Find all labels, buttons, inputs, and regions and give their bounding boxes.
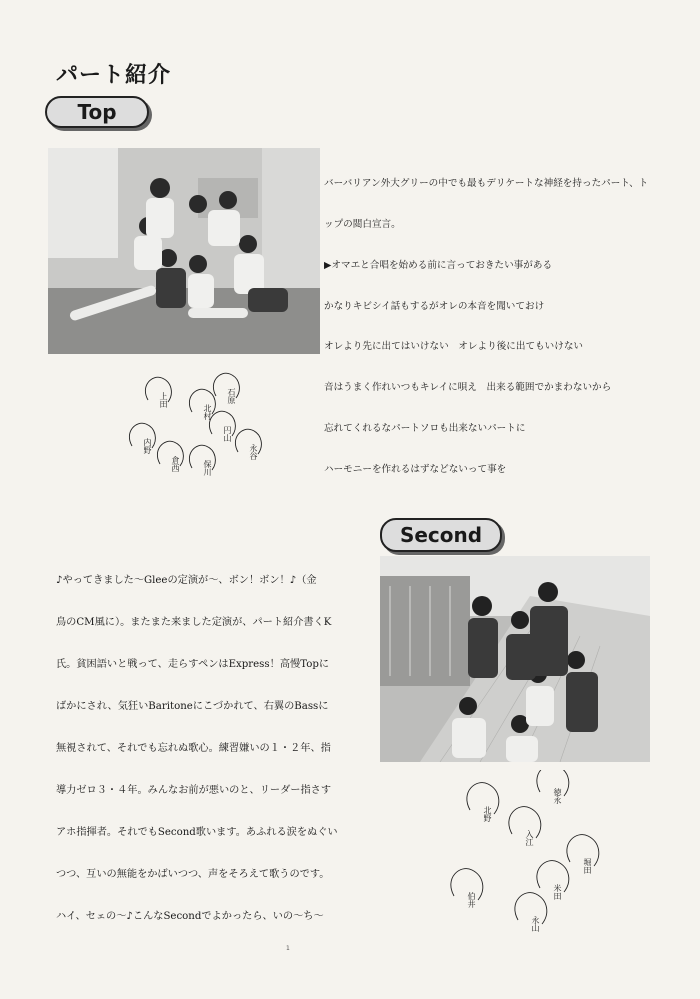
member-name-label: 上田 bbox=[159, 392, 168, 408]
top-member-chart bbox=[120, 368, 280, 488]
text-line: ♪やってきました～Gleeの定演が～、ボン！ボン！♪（金 bbox=[56, 575, 317, 586]
text-line: ハーモニーを作れるはずなどないって事を bbox=[324, 463, 507, 475]
text-line: バーバリアン外大グリーの中でも最もデリケートな神経を持ったパート、ト bbox=[324, 178, 649, 190]
text-line: 氏。貧困語いと戦って、走らすペンはExpress！高慢Topに bbox=[56, 659, 330, 670]
section-badge-top: Top bbox=[45, 96, 149, 128]
member-name-label: 入江 bbox=[525, 830, 534, 846]
top-lyrics-text bbox=[324, 150, 674, 478]
member-name-label: 円山 bbox=[223, 426, 232, 442]
text-line: 音はうまく作れいつもキレイに唄え 出来る範囲でかまわないから bbox=[324, 382, 612, 394]
text-line: オレより先に出てはいけない オレより後に出てもいけない bbox=[324, 341, 584, 353]
member-name-label: 永谷 bbox=[249, 444, 258, 460]
member-name-label: 倉西 bbox=[171, 456, 180, 472]
text-line: アホ指揮者。それでもSecond歌います。あふれる涙をぬぐい bbox=[56, 827, 338, 838]
page-marker: 1 bbox=[286, 945, 290, 952]
member-name-label: 永山 bbox=[531, 916, 540, 932]
text-line: 鳥のCM風に）。またまた来ました定演が、パート紹介書くK bbox=[56, 617, 332, 628]
text-line: ばかにされ、気狂いBaritoneにこづかれて、右翼のBassに bbox=[56, 701, 329, 712]
member-name-label: 石原 bbox=[227, 388, 236, 404]
second-group-photo bbox=[380, 556, 650, 762]
text-line: ▶オマエと合唱を始める前に言っておきたい事がある bbox=[324, 259, 553, 271]
text-line: 導力ゼロ３・４年。みんなお前が悪いのと、リーダー指さす bbox=[56, 785, 332, 796]
member-name-label: 北野 bbox=[483, 806, 492, 822]
text-line: 無視されて、それでも忘れぬ歌心。練習嫌いの１・２年、指 bbox=[56, 743, 331, 754]
top-group-photo bbox=[48, 148, 320, 354]
text-line: つつ、互いの無能をかばいつつ、声をそろえて歌うのです。 bbox=[56, 869, 330, 880]
second-photo-image bbox=[380, 556, 650, 762]
member-name-label: 保川 bbox=[203, 460, 212, 476]
member-name-label: 徳永 bbox=[553, 788, 562, 804]
text-line: ップの閲白宣言。 bbox=[324, 218, 401, 230]
member-name-label: 堀田 bbox=[583, 858, 592, 874]
text-line: 忘れてくれるなパートソロも出来ないパートに bbox=[324, 422, 526, 434]
page-title: パート紹介 bbox=[56, 63, 172, 88]
member-name-label: 北村 bbox=[203, 404, 212, 420]
top-photo-image bbox=[48, 148, 320, 354]
member-name-label: 米田 bbox=[553, 884, 562, 900]
text-line: かなりキビシイ話もするがオレの本音を聞いておけ bbox=[324, 300, 545, 312]
second-member-chart bbox=[440, 770, 650, 950]
text-line: ハイ、セェの～♪こんなSecondでよかったら、いの～ち～ bbox=[56, 911, 324, 922]
second-intro-text bbox=[56, 546, 374, 946]
section-badge-second: Second bbox=[380, 518, 502, 552]
member-name-label: 内野 bbox=[143, 438, 152, 454]
member-name-label: 伯井 bbox=[467, 892, 476, 908]
